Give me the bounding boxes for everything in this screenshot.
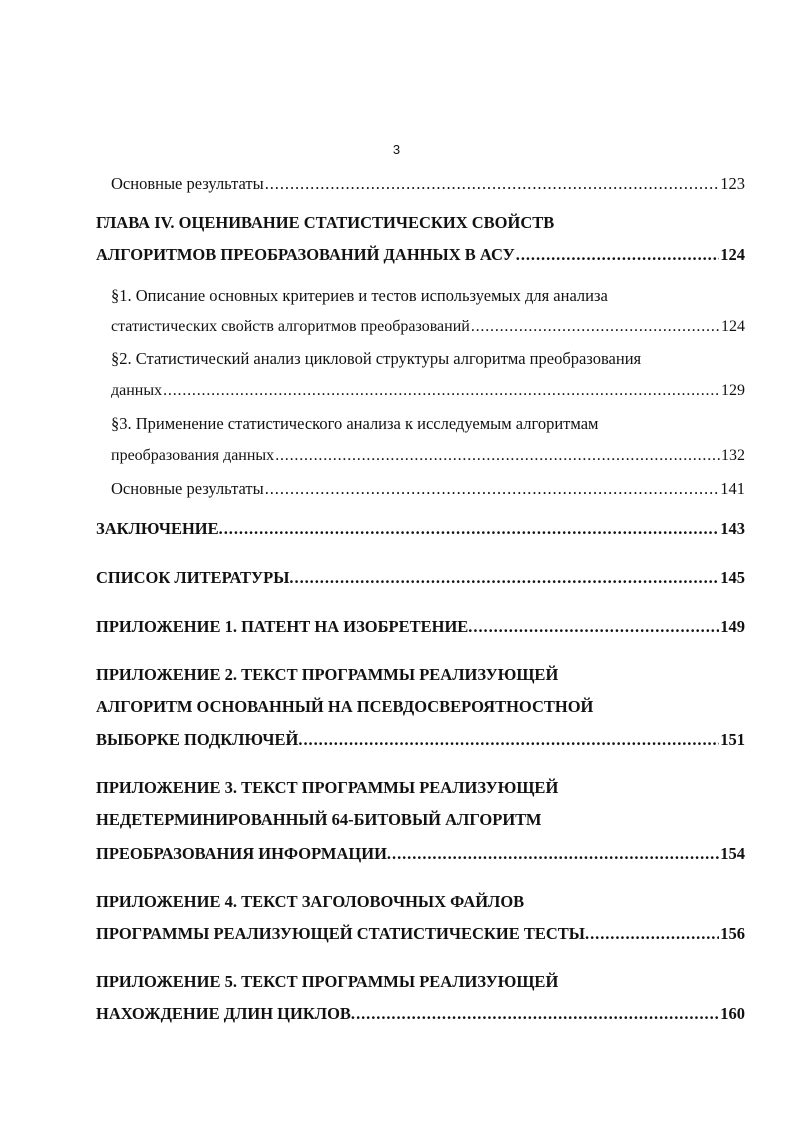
toc-entry-title: данных — [111, 382, 163, 399]
toc-entry-appendix-3 — [96, 842, 745, 866]
toc-entry-title: ЗАКЛЮЧЕНИЕ. — [96, 519, 223, 538]
dot-leader — [295, 566, 720, 590]
toc-entry-title: преобразования данных — [111, 447, 275, 464]
dot-leader — [356, 1002, 719, 1026]
toc-entry-page: 141 — [720, 479, 745, 498]
toc-entry-page: 151 — [720, 730, 745, 749]
dot-leader — [392, 842, 719, 866]
toc-entry-page: 149 — [720, 617, 745, 636]
toc-entry-page: 143 — [720, 519, 745, 538]
toc-appendix-2-line1: ПРИЛОЖЕНИЕ 2. ТЕКСТ ПРОГРАММЫ РЕАЛИЗУЮЩЕЙ — [96, 665, 559, 684]
toc-entry-title: ПРЕОБРАЗОВАНИЯ ИНФОРМАЦИИ. — [96, 844, 392, 863]
toc-entry-title: НАХОЖДЕНИЕ ДЛИН ЦИКЛОВ. — [96, 1004, 356, 1023]
toc-entry-page: 145 — [720, 568, 745, 587]
toc-section-1-line1: §1. Описание основных критериев и тестов используемых для анализа — [111, 286, 608, 305]
toc-entry-page: 160 — [720, 1004, 745, 1023]
dot-leader — [265, 172, 720, 196]
toc-appendix-5-line1: ПРИЛОЖЕНИЕ 5. ТЕКСТ ПРОГРАММЫ РЕАЛИЗУЮЩЕЙ — [96, 972, 559, 991]
toc-section-2-line1: §2. Статистический анализ цикловой структуры алгоритма преобразования — [111, 349, 642, 368]
toc-entry-title: ВЫБОРКЕ ПОДКЛЮЧЕЙ. — [96, 730, 303, 749]
toc-entry-title: ПРОГРАММЫ РЕАЛИЗУЮЩЕЙ СТАТИСТИЧЕСКИЕ ТЕСТЫ. — [96, 924, 590, 943]
toc-entry-appendix-4 — [96, 922, 745, 946]
toc-entry-section-3 — [111, 444, 745, 468]
toc-appendix-3-line1: ПРИЛОЖЕНИЕ 3. ТЕКСТ ПРОГРАММЫ РЕАЛИЗУЮЩЕЙ — [96, 778, 559, 797]
toc-appendix-4-line1: ПРИЛОЖЕНИЕ 4. ТЕКСТ ЗАГОЛОВОЧНЫХ ФАЙЛОВ — [96, 892, 525, 911]
toc-entry-ch3-results — [111, 172, 745, 196]
toc-entry-conclusion — [96, 517, 745, 541]
toc-entry-appendix-2 — [96, 728, 745, 752]
toc-entry-ch4 — [96, 243, 745, 267]
toc-entry-section-2 — [111, 379, 745, 403]
toc-entry-title: Основные результаты — [111, 174, 264, 193]
dot-leader — [471, 315, 720, 339]
toc-entry-page: 154 — [720, 844, 745, 863]
dot-leader — [275, 444, 720, 468]
dot-leader — [473, 615, 719, 639]
toc-entry-page: 124 — [721, 318, 745, 335]
toc-entry-title: статистических свойств алгоритмов преобразований — [111, 318, 470, 335]
dot-leader — [304, 728, 720, 752]
toc-entry-appendix-5 — [96, 1002, 745, 1026]
page-number: 3 — [392, 142, 401, 157]
toc-entry-references — [96, 566, 745, 590]
dot-leader — [516, 243, 719, 267]
toc-entry-page: 129 — [721, 382, 745, 399]
toc-entry-page: 123 — [720, 174, 745, 193]
dot-leader — [224, 517, 720, 541]
dot-leader — [590, 922, 719, 946]
toc-entry-ch4-results — [111, 477, 745, 501]
toc-entry-title: Основные результаты — [111, 479, 264, 498]
toc-entry-page: 124 — [720, 245, 745, 264]
toc-entry-title: АЛГОРИТМОВ ПРЕОБРАЗОВАНИЙ ДАННЫХ В АСУ — [96, 245, 515, 264]
toc-entry-page: 132 — [721, 447, 745, 464]
toc-chapter-4-line1: ГЛАВА IV. ОЦЕНИВАНИЕ СТАТИСТИЧЕСКИХ СВОЙСТВ — [96, 213, 555, 232]
toc-entry-appendix-1 — [96, 615, 745, 639]
dot-leader — [265, 477, 720, 501]
toc-entry-title: СПИСОК ЛИТЕРАТУРЫ. — [96, 568, 294, 587]
toc-entry-title: ПРИЛОЖЕНИЕ 1. ПАТЕНТ НА ИЗОБРЕТЕНИЕ. — [96, 617, 473, 636]
toc-entry-section-1 — [111, 315, 745, 339]
dot-leader — [163, 379, 720, 403]
toc-section-3-line1: §3. Применение статистического анализа к исследуемым алгоритмам — [111, 414, 599, 433]
toc-appendix-2-line2: АЛГОРИТМ ОСНОВАННЫЙ НА ПСЕВДОСВЕРОЯТНОСТНОЙ — [96, 697, 594, 716]
toc-entry-page: 156 — [720, 924, 745, 943]
toc-appendix-3-line2: НЕДЕТЕРМИНИРОВАННЫЙ 64-БИТОВЫЙ АЛГОРИТМ — [96, 810, 542, 829]
